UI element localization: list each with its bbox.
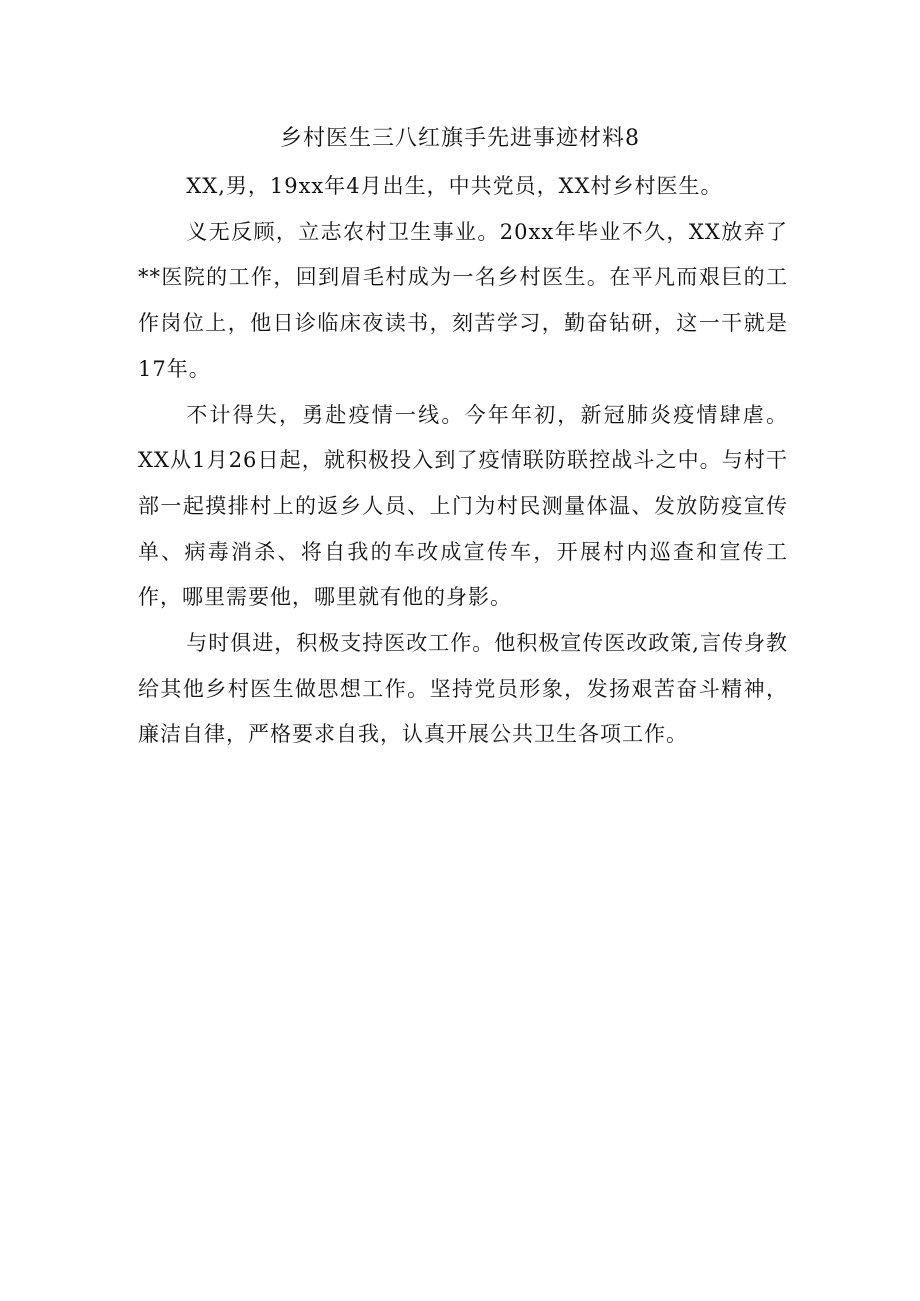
paragraph-epidemic-response: 不计得失，勇赴疫情一线。今年年初，新冠肺炎疫情肆虐。XX从1月26日起，就积极投入到了疫情联防联控战斗之中。与村干部一起摸排村上的返乡人员、上门为村民测量体温、发放防疫宣传单、病毒消杀、将自我的车改成宣传车，开展村内巡查和宣传工作，哪里需要他，哪里就有他的身影。 xyxy=(138,402,788,610)
document-title: 乡村医生三八红旗手先进事迹材料8 xyxy=(280,126,640,151)
paragraph-rural-health-career: 义无反顾，立志农村卫生事业。20xx年毕业不久，XX放弃了**医院的工作，回到眉毛村成为一名乡村医生。在平凡而艰巨的工作岗位上，他日诊临床夜读书，刻苦学习，勤奋钻研，这一干就是17年。 xyxy=(138,219,788,381)
paragraph-medical-reform: 与时俱进，积极支持医改工作。他积极宣传医改政策,言传身教给其他乡村医生做思想工作。坚持党员形象，发扬艰苦奋斗精神，廉洁自律，严格要求自我，认真开展公共卫生各项工作。 xyxy=(138,631,788,747)
document-body xyxy=(138,164,788,758)
paragraph-personal-info: XX,男，19xx年4月出生，中共党员，XX村乡村医生。 xyxy=(186,174,723,198)
